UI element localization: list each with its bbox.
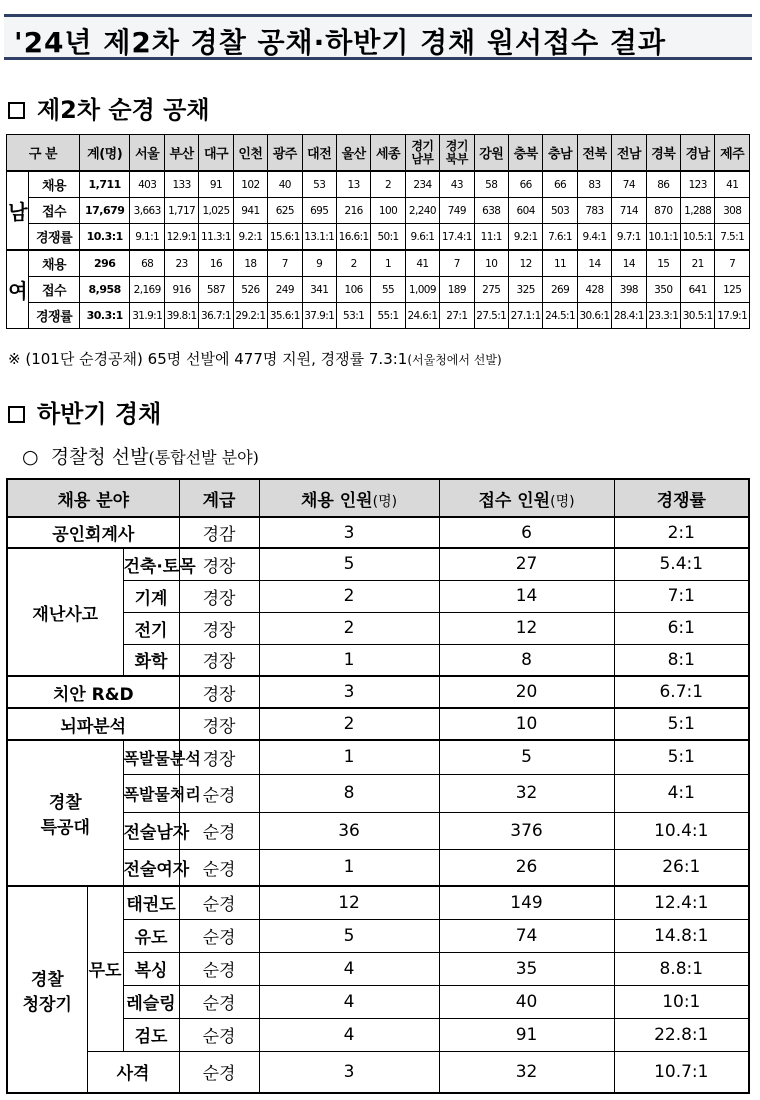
apply-cell: 35: [439, 952, 614, 985]
career-recruitment-table: [6, 478, 750, 1094]
page-title: '24년 제2차 경찰 공채·하반기 경채 원서접수 결과: [14, 26, 667, 59]
square-icon: [8, 102, 25, 119]
value-cell: 10.5:1: [680, 224, 714, 251]
table-row: [7, 224, 750, 251]
value-cell: 13: [336, 171, 370, 198]
ratio-cell: 22.8:1: [614, 1018, 749, 1051]
table-row: [7, 548, 749, 580]
value-cell: 15.6:1: [268, 224, 302, 251]
hire-cell: 3: [259, 517, 439, 548]
value-cell: 23.3:1: [646, 303, 680, 329]
value-cell: 9.4:1: [577, 224, 611, 251]
value-cell: 941: [233, 198, 267, 224]
rank-cell: 순경: [179, 774, 259, 812]
table-header-row: [7, 479, 749, 517]
footnote-main: ※ (101단 순경공채) 65명 선발에 477명 지원, 경쟁률 7.3:1: [8, 350, 408, 368]
value-cell: 14: [612, 250, 646, 277]
value-cell: 503: [543, 198, 577, 224]
value-cell: 275: [474, 277, 508, 303]
category-cell: 접수: [29, 198, 80, 224]
header-hire-unit: (명): [372, 493, 398, 510]
header-region: 대전: [302, 135, 336, 172]
value-cell: 1,025: [199, 198, 233, 224]
field-cell: 건축·토목: [123, 548, 179, 580]
value-cell: 30.5:1: [680, 303, 714, 329]
value-cell: 714: [612, 198, 646, 224]
value-cell: 29.2:1: [233, 303, 267, 329]
hire-cell: 4: [259, 1018, 439, 1051]
value-cell: 398: [612, 277, 646, 303]
table-row: [7, 1051, 749, 1093]
value-cell: 189: [440, 277, 474, 303]
value-cell: 24.6:1: [405, 303, 439, 329]
subheading: [22, 442, 259, 469]
header-region-line: 북부: [445, 151, 468, 166]
value-cell: 50:1: [371, 224, 405, 251]
total-cell: 10.3:1: [79, 224, 130, 251]
apply-cell: 27: [439, 548, 614, 580]
group-line: 특공대: [40, 818, 90, 838]
apply-cell: 32: [439, 1051, 614, 1093]
ratio-cell: 4:1: [614, 774, 749, 812]
apply-cell: 40: [439, 985, 614, 1018]
value-cell: 55:1: [371, 303, 405, 329]
value-cell: 1,717: [164, 198, 198, 224]
header-region: 충남: [543, 135, 577, 172]
category-cell: 경쟁률: [29, 224, 80, 251]
value-cell: 53: [302, 171, 336, 198]
hire-cell: 1: [259, 849, 439, 886]
value-cell: 625: [268, 198, 302, 224]
value-cell: 9.2:1: [233, 224, 267, 251]
hire-cell: 1: [259, 740, 439, 774]
bullet-icon: ○: [22, 446, 39, 468]
total-cell: 30.3:1: [79, 303, 130, 329]
table-row: [7, 303, 750, 329]
apply-cell: 26: [439, 849, 614, 886]
table-row: [7, 676, 749, 708]
value-cell: 308: [715, 198, 750, 224]
hire-cell: 3: [259, 676, 439, 708]
value-cell: 14: [577, 250, 611, 277]
apply-cell: 20: [439, 676, 614, 708]
apply-cell: 149: [439, 886, 614, 919]
subheading-main: 경찰청 선발: [50, 446, 149, 468]
field-cell: 레슬링: [123, 985, 179, 1018]
header-region-line: 경기: [445, 138, 468, 153]
group-line: 경찰: [30, 969, 64, 990]
rank-cell: 경장: [179, 740, 259, 774]
apply-cell: 14: [439, 580, 614, 612]
header-total: 계(명): [79, 135, 130, 172]
value-cell: 7.6:1: [543, 224, 577, 251]
value-cell: 11.3:1: [199, 224, 233, 251]
value-cell: 638: [474, 198, 508, 224]
value-cell: 58: [474, 171, 508, 198]
value-cell: 74: [612, 171, 646, 198]
total-cell: 1,711: [79, 171, 130, 198]
gender-cell: 여: [7, 250, 29, 329]
header-region: [440, 135, 474, 172]
value-cell: 249: [268, 277, 302, 303]
field-cell: 전술남자: [123, 812, 179, 849]
value-cell: 123: [680, 171, 714, 198]
table-row: [7, 171, 750, 198]
value-cell: 3,663: [130, 198, 164, 224]
value-cell: 23: [164, 250, 198, 277]
value-cell: 86: [646, 171, 680, 198]
table-row: [7, 250, 750, 277]
value-cell: 7: [268, 250, 302, 277]
value-cell: 27.5:1: [474, 303, 508, 329]
category-cell: 채용: [29, 171, 80, 198]
ratio-cell: 14.8:1: [614, 919, 749, 952]
apply-cell: 6: [439, 517, 614, 548]
value-cell: 125: [715, 277, 750, 303]
header-apply: [439, 479, 614, 517]
value-cell: 234: [405, 171, 439, 198]
field-cell: 사격: [87, 1051, 179, 1093]
header-region-line: 남부: [411, 151, 434, 166]
value-cell: 269: [543, 277, 577, 303]
rank-cell: 경장: [179, 708, 259, 740]
hire-cell: 1: [259, 644, 439, 676]
value-cell: 783: [577, 198, 611, 224]
value-cell: 7: [715, 250, 750, 277]
header-region: 서울: [130, 135, 164, 172]
title-bar: [4, 14, 752, 60]
header-region: 경남: [680, 135, 714, 172]
subgroup-cell: 무도: [87, 886, 123, 1051]
value-cell: 16.6:1: [336, 224, 370, 251]
table-row: [7, 198, 750, 224]
value-cell: 41: [405, 250, 439, 277]
value-cell: 1,288: [680, 198, 714, 224]
section-title: 하반기 경채: [37, 400, 162, 428]
value-cell: 12.9:1: [164, 224, 198, 251]
value-cell: 21: [680, 250, 714, 277]
field-cell: 폭발물분석: [123, 740, 179, 774]
value-cell: 695: [302, 198, 336, 224]
header-hire: [259, 479, 439, 517]
header-field: 채용 분야: [7, 479, 179, 517]
ratio-cell: 10.4:1: [614, 812, 749, 849]
group-cell: [7, 886, 87, 1093]
value-cell: 66: [543, 171, 577, 198]
value-cell: 27:1: [440, 303, 474, 329]
ratio-cell: 8.8:1: [614, 952, 749, 985]
value-cell: 24.5:1: [543, 303, 577, 329]
header-apply-unit: (명): [550, 493, 575, 510]
ratio-cell: 6.7:1: [614, 676, 749, 708]
footnote-small: (서울청에서 선발): [407, 353, 502, 367]
hire-cell: 2: [259, 612, 439, 644]
value-cell: 2,240: [405, 198, 439, 224]
category-cell: 경쟁률: [29, 303, 80, 329]
value-cell: 10.1:1: [646, 224, 680, 251]
header-region: 충북: [508, 135, 542, 172]
value-cell: 13.1:1: [302, 224, 336, 251]
rank-cell: 순경: [179, 952, 259, 985]
value-cell: 27.1:1: [508, 303, 542, 329]
hire-cell: 8: [259, 774, 439, 812]
total-cell: 17,679: [79, 198, 130, 224]
value-cell: 39.8:1: [164, 303, 198, 329]
value-cell: 17.4:1: [440, 224, 474, 251]
header-region: 전북: [577, 135, 611, 172]
header-gubun: 구 분: [7, 135, 80, 172]
group-cell: 재난사고: [7, 548, 123, 676]
total-cell: 296: [79, 250, 130, 277]
field-cell: 치안 R&D: [7, 676, 179, 708]
hire-cell: 5: [259, 919, 439, 952]
field-cell: 폭발물처리: [123, 774, 179, 812]
rank-cell: 경장: [179, 612, 259, 644]
value-cell: 2: [371, 171, 405, 198]
table-header-row: [7, 135, 750, 172]
value-cell: 1,009: [405, 277, 439, 303]
header-region: 세종: [371, 135, 405, 172]
table-row: [7, 277, 750, 303]
ratio-cell: 5.4:1: [614, 548, 749, 580]
rank-cell: 순경: [179, 849, 259, 886]
subheading-small: (통합선발 분야): [148, 448, 259, 467]
value-cell: 35.6:1: [268, 303, 302, 329]
header-region-line: 경기: [411, 138, 434, 153]
field-cell: 전술여자: [123, 849, 179, 886]
value-cell: 30.6:1: [577, 303, 611, 329]
header-region: 경북: [646, 135, 680, 172]
value-cell: 55: [371, 277, 405, 303]
value-cell: 604: [508, 198, 542, 224]
square-icon: [8, 406, 25, 423]
header-region: 부산: [164, 135, 198, 172]
section-heading-career: [8, 394, 161, 429]
hire-cell: 2: [259, 580, 439, 612]
header-rank: 계급: [179, 479, 259, 517]
value-cell: 11:1: [474, 224, 508, 251]
value-cell: 9: [302, 250, 336, 277]
value-cell: 83: [577, 171, 611, 198]
value-cell: 66: [508, 171, 542, 198]
value-cell: 1: [371, 250, 405, 277]
group-line: 경찰: [48, 793, 82, 813]
table-row: [7, 740, 749, 774]
value-cell: 7.5:1: [715, 224, 750, 251]
apply-cell: 32: [439, 774, 614, 812]
value-cell: 403: [130, 171, 164, 198]
value-cell: 641: [680, 277, 714, 303]
rank-cell: 경장: [179, 580, 259, 612]
section-heading-public: [8, 90, 210, 125]
total-cell: 8,958: [79, 277, 130, 303]
ratio-cell: 5:1: [614, 740, 749, 774]
value-cell: 40: [268, 171, 302, 198]
value-cell: 428: [577, 277, 611, 303]
hire-cell: 12: [259, 886, 439, 919]
field-cell: 공인회계사: [7, 517, 179, 548]
header-ratio: 경쟁률: [614, 479, 749, 517]
value-cell: 28.4:1: [612, 303, 646, 329]
ratio-cell: 2:1: [614, 517, 749, 548]
public-recruitment-table: [6, 134, 750, 329]
value-cell: 43: [440, 171, 474, 198]
header-apply-label: 접수 인원: [478, 490, 551, 511]
value-cell: 870: [646, 198, 680, 224]
ratio-cell: 7:1: [614, 580, 749, 612]
rank-cell: 경감: [179, 517, 259, 548]
header-hire-label: 채용 인원: [301, 490, 373, 511]
hire-cell: 4: [259, 952, 439, 985]
value-cell: 749: [440, 198, 474, 224]
rank-cell: 순경: [179, 985, 259, 1018]
apply-cell: 5: [439, 740, 614, 774]
value-cell: 216: [336, 198, 370, 224]
apply-cell: 376: [439, 812, 614, 849]
rank-cell: 순경: [179, 919, 259, 952]
ratio-cell: 5:1: [614, 708, 749, 740]
value-cell: 133: [164, 171, 198, 198]
field-cell: 검도: [123, 1018, 179, 1051]
field-cell: 기계: [123, 580, 179, 612]
field-cell: 태권도: [123, 886, 179, 919]
field-cell: 화학: [123, 644, 179, 676]
value-cell: 36.7:1: [199, 303, 233, 329]
value-cell: 102: [233, 171, 267, 198]
value-cell: 325: [508, 277, 542, 303]
rank-cell: 순경: [179, 1018, 259, 1051]
value-cell: 91: [199, 171, 233, 198]
ratio-cell: 12.4:1: [614, 886, 749, 919]
value-cell: 9.7:1: [612, 224, 646, 251]
header-region: 제주: [715, 135, 750, 172]
group-line: 청장기: [22, 994, 72, 1015]
value-cell: 12: [508, 250, 542, 277]
apply-cell: 74: [439, 919, 614, 952]
group-cell: [7, 740, 123, 886]
footnote: [8, 348, 502, 369]
field-cell: 유도: [123, 919, 179, 952]
header-region: 전남: [612, 135, 646, 172]
value-cell: 9.6:1: [405, 224, 439, 251]
rank-cell: 순경: [179, 886, 259, 919]
hire-cell: 36: [259, 812, 439, 849]
value-cell: 341: [302, 277, 336, 303]
value-cell: 100: [371, 198, 405, 224]
field-cell: 전기: [123, 612, 179, 644]
ratio-cell: 26:1: [614, 849, 749, 886]
value-cell: 2: [336, 250, 370, 277]
gender-cell: 남: [7, 171, 29, 250]
header-region: 대구: [199, 135, 233, 172]
value-cell: 2,169: [130, 277, 164, 303]
rank-cell: 경장: [179, 548, 259, 580]
hire-cell: 2: [259, 708, 439, 740]
ratio-cell: 8:1: [614, 644, 749, 676]
value-cell: 526: [233, 277, 267, 303]
value-cell: 916: [164, 277, 198, 303]
header-region: 광주: [268, 135, 302, 172]
value-cell: 11: [543, 250, 577, 277]
value-cell: 15: [646, 250, 680, 277]
value-cell: 587: [199, 277, 233, 303]
rank-cell: 경장: [179, 676, 259, 708]
field-cell: 복싱: [123, 952, 179, 985]
value-cell: 16: [199, 250, 233, 277]
value-cell: 17.9:1: [715, 303, 750, 329]
section-title: 제2차 순경 공채: [37, 96, 210, 124]
value-cell: 7: [440, 250, 474, 277]
header-region: 강원: [474, 135, 508, 172]
value-cell: 68: [130, 250, 164, 277]
value-cell: 53:1: [336, 303, 370, 329]
value-cell: 31.9:1: [130, 303, 164, 329]
rank-cell: 순경: [179, 1051, 259, 1093]
ratio-cell: 10:1: [614, 985, 749, 1018]
table-row: [7, 708, 749, 740]
hire-cell: 4: [259, 985, 439, 1018]
ratio-cell: 10.7:1: [614, 1051, 749, 1093]
value-cell: 350: [646, 277, 680, 303]
apply-cell: 12: [439, 612, 614, 644]
field-cell: 뇌파분석: [7, 708, 179, 740]
hire-cell: 5: [259, 548, 439, 580]
category-cell: 접수: [29, 277, 80, 303]
rank-cell: 경장: [179, 644, 259, 676]
value-cell: 41: [715, 171, 750, 198]
value-cell: 106: [336, 277, 370, 303]
header-region: 울산: [336, 135, 370, 172]
table-row: [7, 517, 749, 548]
value-cell: 9.1:1: [130, 224, 164, 251]
category-cell: 채용: [29, 250, 80, 277]
ratio-cell: 6:1: [614, 612, 749, 644]
apply-cell: 8: [439, 644, 614, 676]
header-region: 인천: [233, 135, 267, 172]
value-cell: 18: [233, 250, 267, 277]
value-cell: 10: [474, 250, 508, 277]
apply-cell: 91: [439, 1018, 614, 1051]
header-region: [405, 135, 439, 172]
apply-cell: 10: [439, 708, 614, 740]
table-row: [7, 886, 749, 919]
value-cell: 9.2:1: [508, 224, 542, 251]
value-cell: 37.9:1: [302, 303, 336, 329]
rank-cell: 순경: [179, 812, 259, 849]
hire-cell: 3: [259, 1051, 439, 1093]
